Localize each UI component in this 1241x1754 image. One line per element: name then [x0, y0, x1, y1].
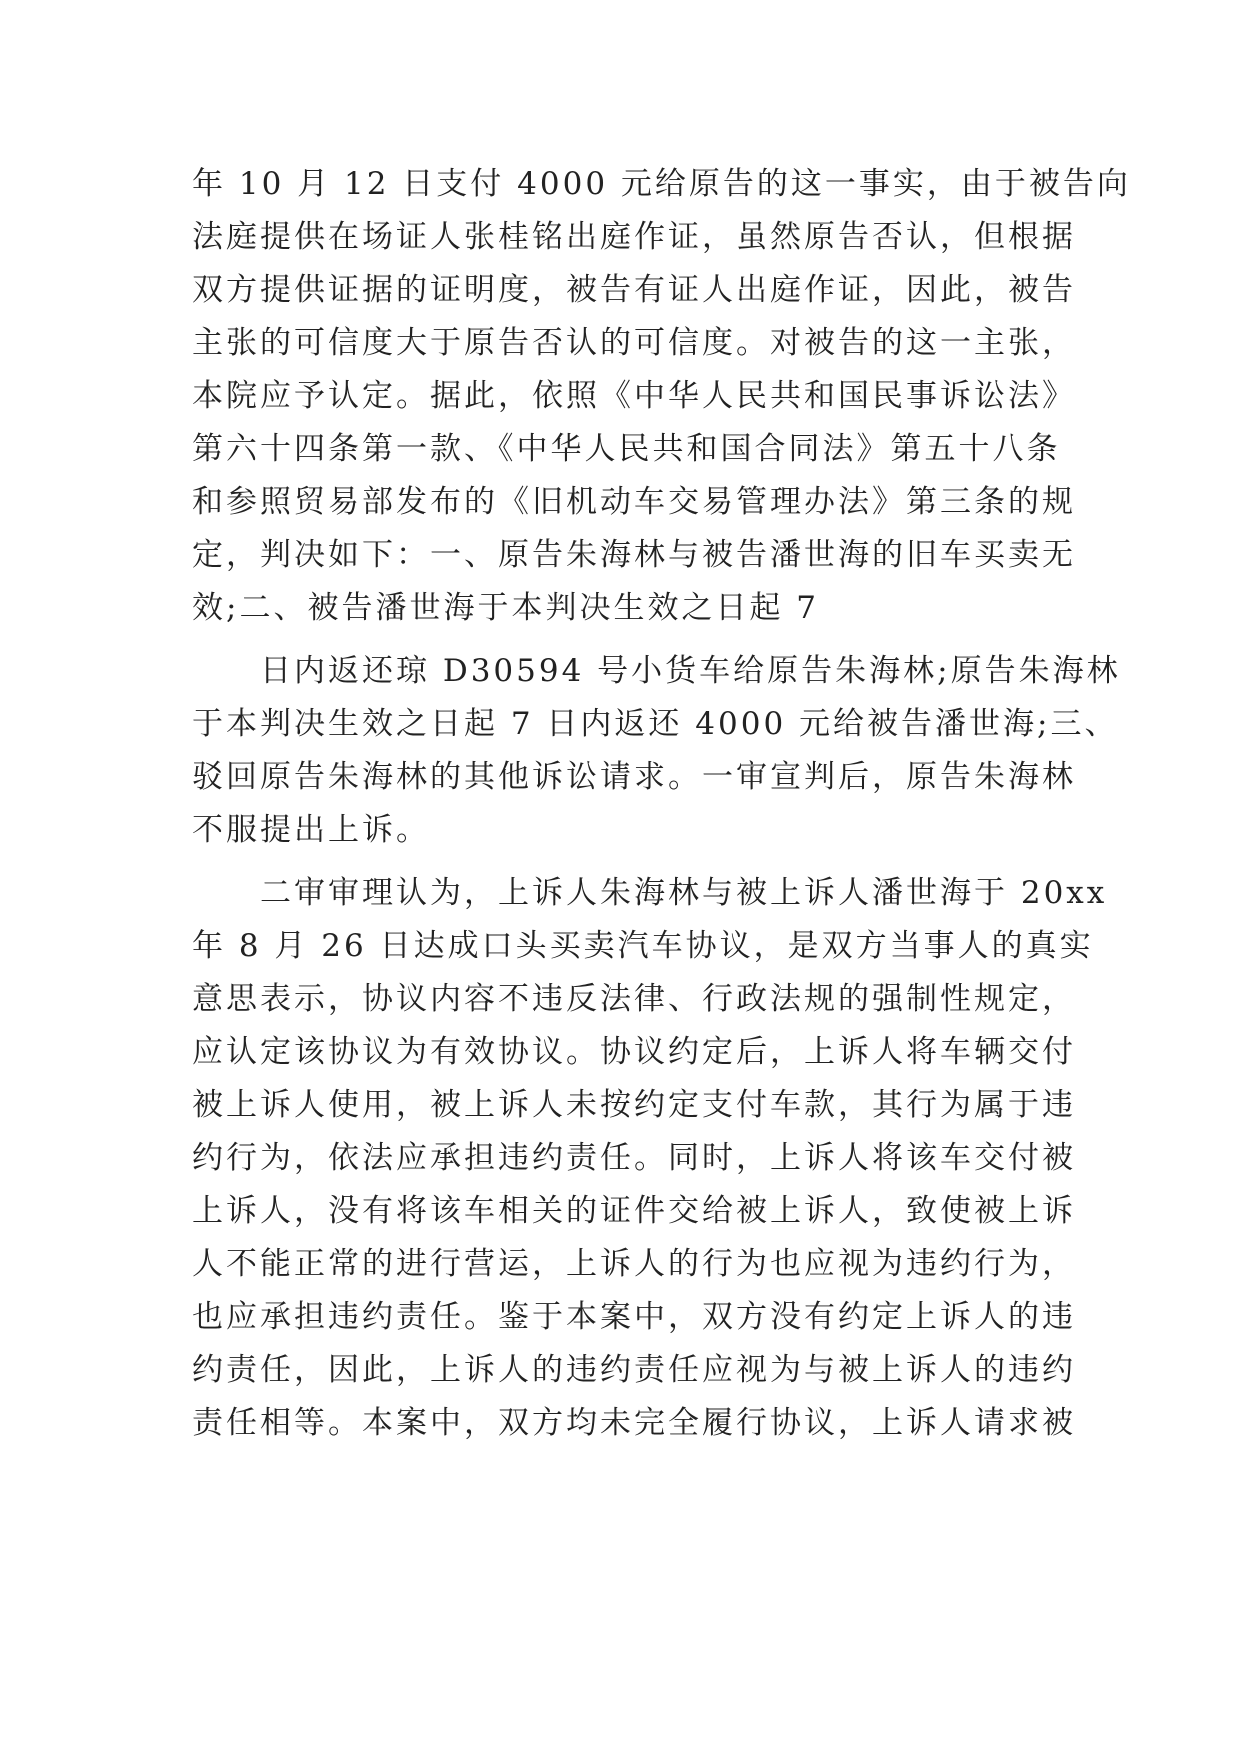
text-line: 上诉人，没有将该车相关的证件交给被上诉人，致使被上诉	[192, 1193, 1076, 1229]
document-body	[192, 158, 1131, 1450]
text-line: 本院应予认定。据此，依照《中华人民共和国民事诉讼法》	[192, 378, 1076, 414]
text-line: 约责任，因此，上诉人的违约责任应视为与被上诉人的违约	[192, 1352, 1076, 1388]
text-line: 日内返还琼 D30594 号小货车给原告朱海林;原告朱海林	[192, 653, 1121, 689]
text-line: 和参照贸易部发布的《旧机动车交易管理办法》第三条的规	[192, 484, 1076, 520]
paragraph-1	[192, 158, 1131, 635]
text-line: 效;二、被告潘世海于本判决生效之日起 7	[192, 590, 820, 626]
text-line: 应认定该协议为有效协议。协议约定后，上诉人将车辆交付	[192, 1034, 1076, 1070]
text-line: 驳回原告朱海林的其他诉讼请求。一审宣判后，原告朱海林	[192, 759, 1076, 795]
text-line: 年 8 月 26 日达成口头买卖汽车协议，是双方当事人的真实	[192, 928, 1094, 964]
paragraph-3	[192, 867, 1108, 1450]
text-line: 于本判决生效之日起 7 日内返还 4000 元给被告潘世海;三、	[192, 706, 1119, 742]
text-line: 不服提出上诉。	[192, 812, 430, 848]
text-line: 意思表示，协议内容不违反法律、行政法规的强制性规定，	[192, 981, 1076, 1017]
text-line: 约行为，依法应承担违约责任。同时，上诉人将该车交付被	[192, 1140, 1076, 1176]
text-line: 人不能正常的进行营运，上诉人的行为也应视为违约行为，	[192, 1246, 1076, 1282]
text-line: 法庭提供在场证人张桂铭出庭作证，虽然原告否认，但根据	[192, 219, 1076, 255]
text-line: 主张的可信度大于原告否认的可信度。对被告的这一主张，	[192, 325, 1076, 361]
paragraph-spacer	[192, 857, 1052, 867]
text-line: 也应承担违约责任。鉴于本案中，双方没有约定上诉人的违	[192, 1299, 1076, 1335]
text-line: 年 10 月 12 日支付 4000 元给原告的这一事实，由于被告向	[192, 166, 1131, 202]
paragraph-spacer	[192, 635, 1052, 645]
text-line: 双方提供证据的证明度，被告有证人出庭作证，因此，被告	[192, 272, 1076, 308]
text-line: 二审审理认为，上诉人朱海林与被上诉人潘世海于 20xx	[192, 875, 1108, 911]
paragraph-2	[192, 645, 1121, 857]
text-line: 第六十四条第一款、《中华人民共和国合同法》第五十八条	[192, 431, 1061, 467]
text-line: 定，判决如下：一、原告朱海林与被告潘世海的旧车买卖无	[192, 537, 1076, 573]
text-line: 责任相等。本案中，双方均未完全履行协议，上诉人请求被	[192, 1405, 1076, 1441]
text-line: 被上诉人使用，被上诉人未按约定支付车款，其行为属于违	[192, 1087, 1076, 1123]
